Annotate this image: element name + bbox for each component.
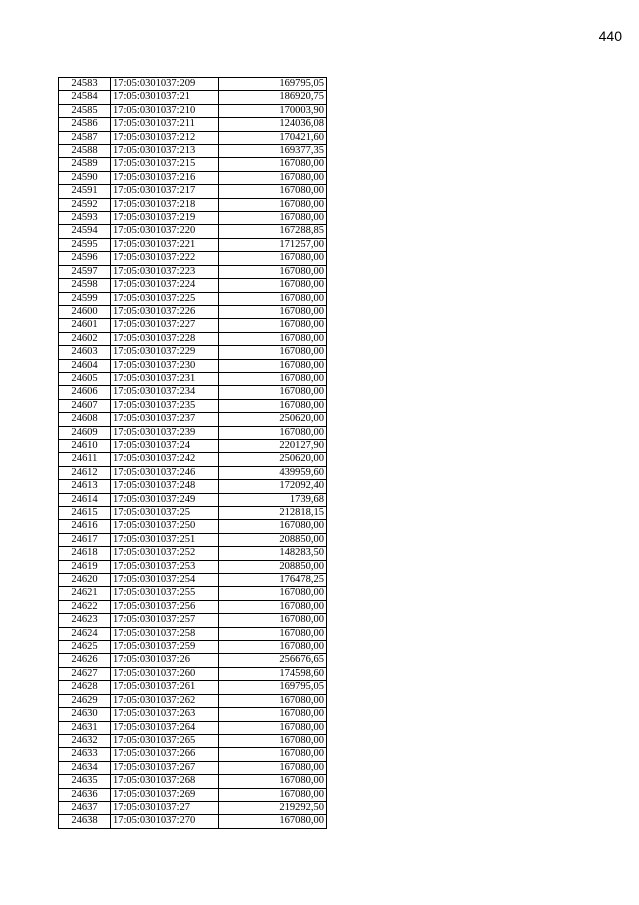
table-row bbox=[59, 694, 327, 707]
cadastral-number-cell: 17:05:0301037:269 bbox=[111, 788, 219, 801]
cadastral-number-cell: 17:05:0301037:234 bbox=[111, 386, 219, 399]
row-number-cell: 24623 bbox=[59, 614, 111, 627]
value-cell: 167080,00 bbox=[219, 641, 327, 654]
row-number-cell: 24602 bbox=[59, 332, 111, 345]
table-row bbox=[59, 104, 327, 117]
table-row bbox=[59, 547, 327, 560]
cadastral-number-cell: 17:05:0301037:250 bbox=[111, 520, 219, 533]
value-cell: 167080,00 bbox=[219, 292, 327, 305]
cadastral-number-cell: 17:05:0301037:227 bbox=[111, 319, 219, 332]
cadastral-number-cell: 17:05:0301037:254 bbox=[111, 574, 219, 587]
row-number-cell: 24596 bbox=[59, 252, 111, 265]
table-row bbox=[59, 238, 327, 251]
cadastral-number-cell: 17:05:0301037:210 bbox=[111, 104, 219, 117]
value-cell: 256676,65 bbox=[219, 654, 327, 667]
row-number-cell: 24593 bbox=[59, 212, 111, 225]
table-row bbox=[59, 493, 327, 506]
value-cell: 167080,00 bbox=[219, 198, 327, 211]
value-cell: 167080,00 bbox=[219, 734, 327, 747]
row-number-cell: 24612 bbox=[59, 466, 111, 479]
cadastral-number-cell: 17:05:0301037:228 bbox=[111, 332, 219, 345]
cadastral-number-cell: 17:05:0301037:209 bbox=[111, 78, 219, 91]
table-row bbox=[59, 131, 327, 144]
table-body bbox=[59, 78, 327, 829]
row-number-cell: 24637 bbox=[59, 801, 111, 814]
row-number-cell: 24611 bbox=[59, 453, 111, 466]
table-row bbox=[59, 641, 327, 654]
cadastral-number-cell: 17:05:0301037:221 bbox=[111, 238, 219, 251]
table-row bbox=[59, 265, 327, 278]
value-cell: 170003,90 bbox=[219, 104, 327, 117]
value-cell: 219292,50 bbox=[219, 801, 327, 814]
table-row bbox=[59, 332, 327, 345]
row-number-cell: 24603 bbox=[59, 346, 111, 359]
cadastral-number-cell: 17:05:0301037:21 bbox=[111, 91, 219, 104]
row-number-cell: 24615 bbox=[59, 507, 111, 520]
cadastral-number-cell: 17:05:0301037:265 bbox=[111, 734, 219, 747]
value-cell: 167080,00 bbox=[219, 426, 327, 439]
table-row bbox=[59, 359, 327, 372]
data-table bbox=[58, 77, 327, 829]
row-number-cell: 24638 bbox=[59, 815, 111, 828]
row-number-cell: 24628 bbox=[59, 681, 111, 694]
row-number-cell: 24585 bbox=[59, 104, 111, 117]
table-row bbox=[59, 78, 327, 91]
table-row bbox=[59, 91, 327, 104]
cadastral-number-cell: 17:05:0301037:217 bbox=[111, 185, 219, 198]
table-row bbox=[59, 212, 327, 225]
row-number-cell: 24605 bbox=[59, 372, 111, 385]
row-number-cell: 24625 bbox=[59, 641, 111, 654]
cadastral-number-cell: 17:05:0301037:266 bbox=[111, 748, 219, 761]
value-cell: 250620,00 bbox=[219, 413, 327, 426]
value-cell: 167080,00 bbox=[219, 614, 327, 627]
value-cell: 167080,00 bbox=[219, 775, 327, 788]
row-number-cell: 24601 bbox=[59, 319, 111, 332]
row-number-cell: 24599 bbox=[59, 292, 111, 305]
table-row bbox=[59, 466, 327, 479]
table-row bbox=[59, 600, 327, 613]
value-cell: 167288,85 bbox=[219, 225, 327, 238]
value-cell: 167080,00 bbox=[219, 694, 327, 707]
row-number-cell: 24620 bbox=[59, 574, 111, 587]
value-cell: 169377,35 bbox=[219, 145, 327, 158]
table-row bbox=[59, 305, 327, 318]
row-number-cell: 24635 bbox=[59, 775, 111, 788]
cadastral-number-cell: 17:05:0301037:226 bbox=[111, 305, 219, 318]
cadastral-number-cell: 17:05:0301037:252 bbox=[111, 547, 219, 560]
value-cell: 439959,60 bbox=[219, 466, 327, 479]
table-row bbox=[59, 346, 327, 359]
table-row bbox=[59, 439, 327, 452]
cadastral-number-cell: 17:05:0301037:237 bbox=[111, 413, 219, 426]
value-cell: 167080,00 bbox=[219, 600, 327, 613]
table-row bbox=[59, 292, 327, 305]
row-number-cell: 24589 bbox=[59, 158, 111, 171]
table-row bbox=[59, 453, 327, 466]
cadastral-number-cell: 17:05:0301037:262 bbox=[111, 694, 219, 707]
cadastral-number-cell: 17:05:0301037:231 bbox=[111, 372, 219, 385]
cadastral-number-cell: 17:05:0301037:264 bbox=[111, 721, 219, 734]
value-cell: 124036,08 bbox=[219, 118, 327, 131]
row-number-cell: 24629 bbox=[59, 694, 111, 707]
value-cell: 250620,00 bbox=[219, 453, 327, 466]
value-cell: 167080,00 bbox=[219, 587, 327, 600]
cadastral-number-cell: 17:05:0301037:261 bbox=[111, 681, 219, 694]
table-row bbox=[59, 560, 327, 573]
value-cell: 170421,60 bbox=[219, 131, 327, 144]
table-row bbox=[59, 801, 327, 814]
row-number-cell: 24633 bbox=[59, 748, 111, 761]
value-cell: 208850,00 bbox=[219, 533, 327, 546]
table-row bbox=[59, 748, 327, 761]
table-row bbox=[59, 399, 327, 412]
cadastral-number-cell: 17:05:0301037:257 bbox=[111, 614, 219, 627]
table-row bbox=[59, 372, 327, 385]
table-row bbox=[59, 533, 327, 546]
cadastral-number-cell: 17:05:0301037:25 bbox=[111, 507, 219, 520]
table-row bbox=[59, 667, 327, 680]
row-number-cell: 24590 bbox=[59, 171, 111, 184]
table-row bbox=[59, 654, 327, 667]
value-cell: 167080,00 bbox=[219, 279, 327, 292]
row-number-cell: 24597 bbox=[59, 265, 111, 278]
cadastral-number-cell: 17:05:0301037:260 bbox=[111, 667, 219, 680]
value-cell: 220127,90 bbox=[219, 439, 327, 452]
cadastral-number-cell: 17:05:0301037:216 bbox=[111, 171, 219, 184]
value-cell: 1739,68 bbox=[219, 493, 327, 506]
row-number-cell: 24595 bbox=[59, 238, 111, 251]
value-cell: 167080,00 bbox=[219, 305, 327, 318]
table-row bbox=[59, 614, 327, 627]
value-cell: 167080,00 bbox=[219, 359, 327, 372]
row-number-cell: 24588 bbox=[59, 145, 111, 158]
row-number-cell: 24591 bbox=[59, 185, 111, 198]
cadastral-number-cell: 17:05:0301037:224 bbox=[111, 279, 219, 292]
row-number-cell: 24618 bbox=[59, 547, 111, 560]
value-cell: 212818,15 bbox=[219, 507, 327, 520]
value-cell: 208850,00 bbox=[219, 560, 327, 573]
value-cell: 167080,00 bbox=[219, 319, 327, 332]
value-cell: 167080,00 bbox=[219, 252, 327, 265]
table-row bbox=[59, 775, 327, 788]
table-row bbox=[59, 721, 327, 734]
cadastral-number-cell: 17:05:0301037:253 bbox=[111, 560, 219, 573]
row-number-cell: 24622 bbox=[59, 600, 111, 613]
value-cell: 167080,00 bbox=[219, 346, 327, 359]
value-cell: 167080,00 bbox=[219, 185, 327, 198]
table-row bbox=[59, 708, 327, 721]
cadastral-number-cell: 17:05:0301037:212 bbox=[111, 131, 219, 144]
row-number-cell: 24607 bbox=[59, 399, 111, 412]
cadastral-number-cell: 17:05:0301037:270 bbox=[111, 815, 219, 828]
cadastral-number-cell: 17:05:0301037:220 bbox=[111, 225, 219, 238]
table-row bbox=[59, 761, 327, 774]
row-number-cell: 24606 bbox=[59, 386, 111, 399]
cadastral-number-cell: 17:05:0301037:242 bbox=[111, 453, 219, 466]
row-number-cell: 24592 bbox=[59, 198, 111, 211]
table-row bbox=[59, 788, 327, 801]
cadastral-number-cell: 17:05:0301037:249 bbox=[111, 493, 219, 506]
row-number-cell: 24630 bbox=[59, 708, 111, 721]
cadastral-number-cell: 17:05:0301037:215 bbox=[111, 158, 219, 171]
cadastral-number-cell: 17:05:0301037:223 bbox=[111, 265, 219, 278]
cadastral-number-cell: 17:05:0301037:251 bbox=[111, 533, 219, 546]
row-number-cell: 24600 bbox=[59, 305, 111, 318]
row-number-cell: 24609 bbox=[59, 426, 111, 439]
row-number-cell: 24616 bbox=[59, 520, 111, 533]
value-cell: 186920,75 bbox=[219, 91, 327, 104]
table-row bbox=[59, 279, 327, 292]
cadastral-number-cell: 17:05:0301037:235 bbox=[111, 399, 219, 412]
value-cell: 167080,00 bbox=[219, 627, 327, 640]
table-row bbox=[59, 681, 327, 694]
value-cell: 167080,00 bbox=[219, 372, 327, 385]
cadastral-number-cell: 17:05:0301037:268 bbox=[111, 775, 219, 788]
value-cell: 169795,05 bbox=[219, 78, 327, 91]
table-row bbox=[59, 145, 327, 158]
cadastral-number-cell: 17:05:0301037:213 bbox=[111, 145, 219, 158]
row-number-cell: 24598 bbox=[59, 279, 111, 292]
value-cell: 148283,50 bbox=[219, 547, 327, 560]
table-row bbox=[59, 158, 327, 171]
table-row bbox=[59, 507, 327, 520]
cadastral-number-cell: 17:05:0301037:259 bbox=[111, 641, 219, 654]
table-row bbox=[59, 480, 327, 493]
row-number-cell: 24624 bbox=[59, 627, 111, 640]
table-row bbox=[59, 520, 327, 533]
value-cell: 167080,00 bbox=[219, 761, 327, 774]
value-cell: 167080,00 bbox=[219, 708, 327, 721]
cadastral-number-cell: 17:05:0301037:263 bbox=[111, 708, 219, 721]
row-number-cell: 24584 bbox=[59, 91, 111, 104]
cadastral-number-cell: 17:05:0301037:230 bbox=[111, 359, 219, 372]
value-cell: 167080,00 bbox=[219, 332, 327, 345]
page-number: 440 bbox=[598, 28, 622, 44]
value-cell: 167080,00 bbox=[219, 265, 327, 278]
table-row bbox=[59, 252, 327, 265]
table-row bbox=[59, 426, 327, 439]
table-row bbox=[59, 185, 327, 198]
cadastral-number-cell: 17:05:0301037:24 bbox=[111, 439, 219, 452]
table-row bbox=[59, 225, 327, 238]
row-number-cell: 24583 bbox=[59, 78, 111, 91]
value-cell: 174598,60 bbox=[219, 667, 327, 680]
value-cell: 169795,05 bbox=[219, 681, 327, 694]
row-number-cell: 24636 bbox=[59, 788, 111, 801]
cadastral-number-cell: 17:05:0301037:225 bbox=[111, 292, 219, 305]
row-number-cell: 24586 bbox=[59, 118, 111, 131]
cadastral-number-cell: 17:05:0301037:258 bbox=[111, 627, 219, 640]
cadastral-number-cell: 17:05:0301037:229 bbox=[111, 346, 219, 359]
value-cell: 167080,00 bbox=[219, 788, 327, 801]
row-number-cell: 24614 bbox=[59, 493, 111, 506]
table-row bbox=[59, 627, 327, 640]
value-cell: 167080,00 bbox=[219, 815, 327, 828]
table-row bbox=[59, 734, 327, 747]
cadastral-number-cell: 17:05:0301037:239 bbox=[111, 426, 219, 439]
value-cell: 171257,00 bbox=[219, 238, 327, 251]
cadastral-number-cell: 17:05:0301037:222 bbox=[111, 252, 219, 265]
cadastral-number-cell: 17:05:0301037:256 bbox=[111, 600, 219, 613]
row-number-cell: 24621 bbox=[59, 587, 111, 600]
row-number-cell: 24604 bbox=[59, 359, 111, 372]
value-cell: 167080,00 bbox=[219, 386, 327, 399]
value-cell: 167080,00 bbox=[219, 748, 327, 761]
value-cell: 167080,00 bbox=[219, 399, 327, 412]
table-row bbox=[59, 198, 327, 211]
row-number-cell: 24634 bbox=[59, 761, 111, 774]
row-number-cell: 24594 bbox=[59, 225, 111, 238]
table-row bbox=[59, 815, 327, 828]
row-number-cell: 24627 bbox=[59, 667, 111, 680]
row-number-cell: 24626 bbox=[59, 654, 111, 667]
row-number-cell: 24631 bbox=[59, 721, 111, 734]
row-number-cell: 24587 bbox=[59, 131, 111, 144]
row-number-cell: 24610 bbox=[59, 439, 111, 452]
table-row bbox=[59, 574, 327, 587]
cadastral-number-cell: 17:05:0301037:218 bbox=[111, 198, 219, 211]
cadastral-number-cell: 17:05:0301037:267 bbox=[111, 761, 219, 774]
table-row bbox=[59, 118, 327, 131]
row-number-cell: 24619 bbox=[59, 560, 111, 573]
value-cell: 167080,00 bbox=[219, 158, 327, 171]
row-number-cell: 24608 bbox=[59, 413, 111, 426]
table-row bbox=[59, 171, 327, 184]
cadastral-number-cell: 17:05:0301037:246 bbox=[111, 466, 219, 479]
row-number-cell: 24632 bbox=[59, 734, 111, 747]
table-row bbox=[59, 413, 327, 426]
table-row bbox=[59, 319, 327, 332]
cadastral-number-cell: 17:05:0301037:211 bbox=[111, 118, 219, 131]
value-cell: 167080,00 bbox=[219, 171, 327, 184]
value-cell: 167080,00 bbox=[219, 520, 327, 533]
cadastral-number-cell: 17:05:0301037:248 bbox=[111, 480, 219, 493]
table-row bbox=[59, 386, 327, 399]
value-cell: 172092,40 bbox=[219, 480, 327, 493]
value-cell: 176478,25 bbox=[219, 574, 327, 587]
row-number-cell: 24613 bbox=[59, 480, 111, 493]
cadastral-number-cell: 17:05:0301037:26 bbox=[111, 654, 219, 667]
cadastral-number-cell: 17:05:0301037:255 bbox=[111, 587, 219, 600]
value-cell: 167080,00 bbox=[219, 721, 327, 734]
row-number-cell: 24617 bbox=[59, 533, 111, 546]
table-row bbox=[59, 587, 327, 600]
value-cell: 167080,00 bbox=[219, 212, 327, 225]
cadastral-number-cell: 17:05:0301037:219 bbox=[111, 212, 219, 225]
cadastral-number-cell: 17:05:0301037:27 bbox=[111, 801, 219, 814]
